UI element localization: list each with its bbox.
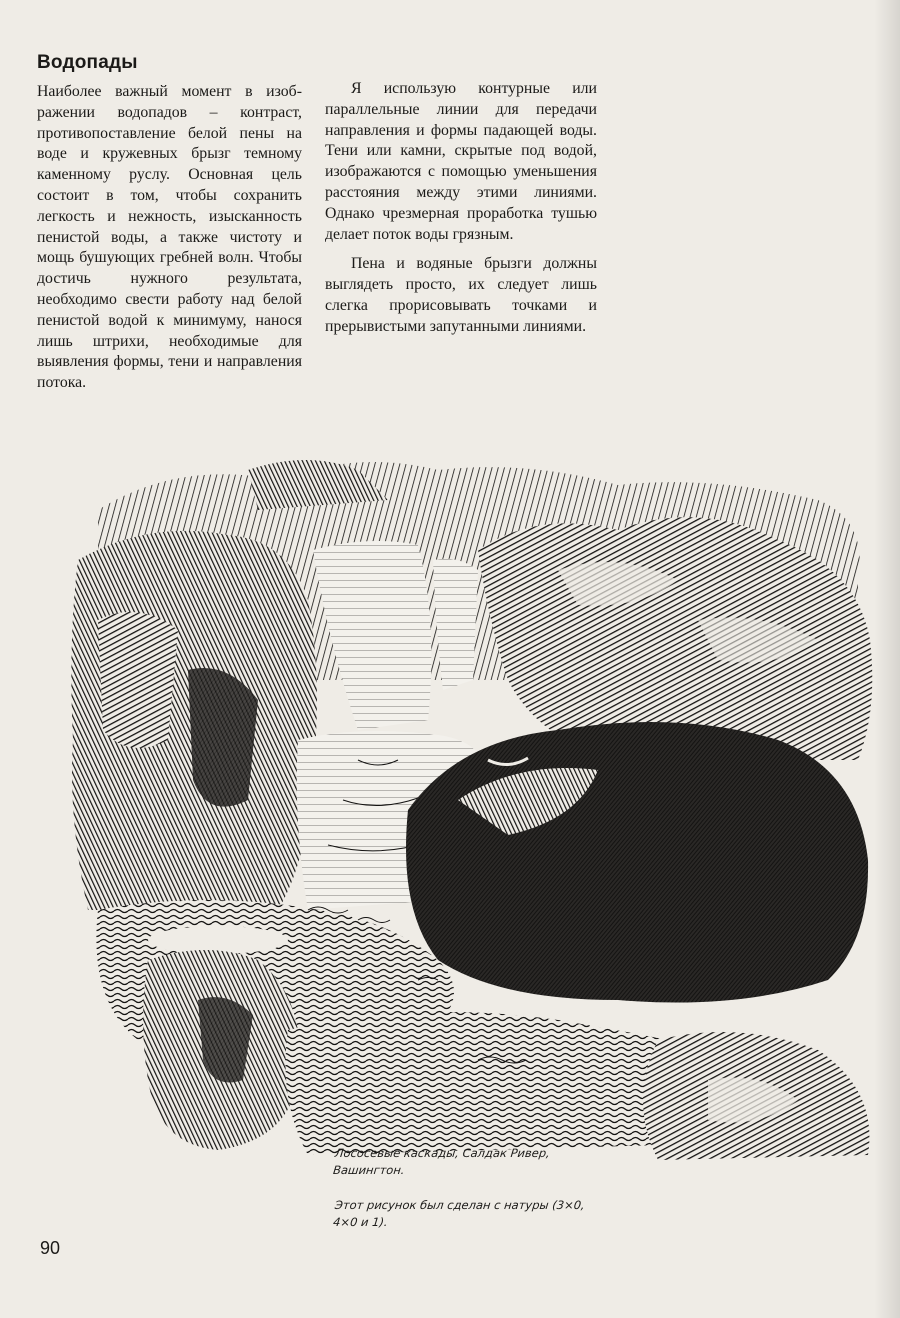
paragraph: Я использую контурные или параллельные линии для передачи направления и формы падающей воды. Тени или камни, скрытые под водой, изображаются с помощью уменьшения расстояния между этими линиями. Однако чрезмерная проработка тушью делает поток воды грязным.: [325, 80, 597, 243]
illustration-note: Этот рисунок был сделан с натуры (3×0, 4×0 и 1).: [332, 1198, 586, 1229]
page-number: 90: [40, 1238, 61, 1258]
waterfall-ink-drawing-icon: [58, 440, 890, 1180]
paragraph: Наиболее важный момент в изображении водопадов – контраст, противопоставление белой пены на воде и кружевных брызг темному каменному руслу. Основная цель состоит в том, чтобы сохранить легкость и нежность, изысканность пенистой воды, а также чистоту и мощь бушующих гребней волн. Чтобы достичь нужного результата, необходимо свести работу над белой пенистой водой к минимуму, нанося лишь штрихи, необходимые для выявления формы, тени и направления потока.: [37, 83, 302, 392]
right-text-column: [325, 79, 597, 338]
paragraph: Пена и водяные брызги должны выглядеть просто, их следует лишь слегка прорисовывать точками и прерывистыми запутанными линиями.: [325, 255, 597, 335]
illustration-caption: Лососевые каскады, Салдак Ривер, Вашингтон.: [332, 1146, 551, 1177]
left-text-column: [37, 82, 302, 394]
section-heading: Водопады: [37, 52, 138, 73]
